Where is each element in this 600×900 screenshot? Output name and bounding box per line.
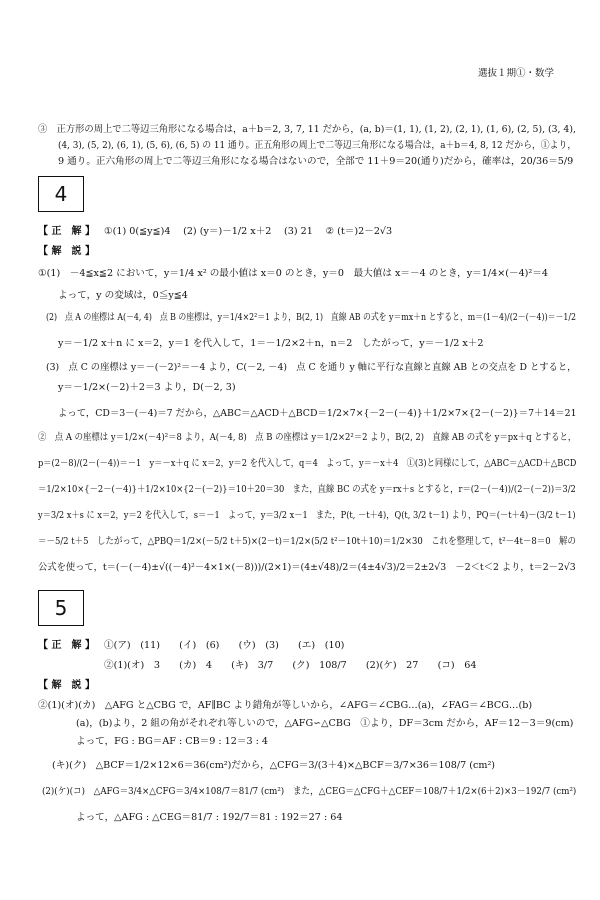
answer-tag: 【 正 解 】 <box>38 640 95 651</box>
explanation-line: y＝3/2 x＋s に x＝2，y＝2 を代入して，s＝－1 よって，y＝3/2 x－1 また，P(t, －t＋4)，Q(t, 3/2 t－1) より，PQ＝(－t＋4)－(3/2 t－1) <box>38 510 576 521</box>
explanation-tag: 【 解 説 】 <box>38 680 95 691</box>
explanation-tag: 【 解 説 】 <box>38 246 95 257</box>
answer-tag: 【 正 解 】 <box>38 226 95 237</box>
explanation-line: y＝－1/2 x＋n に x＝2，y＝1 を代入して，1＝－1/2×2＋n，n＝2 したがって，y＝－1/2 x＋2 <box>58 338 484 349</box>
explanation-line: よって，y の変域は，0≦y≦4 <box>58 290 188 301</box>
prev-line: ③ 正方形の周上で二等辺三角形になる場合は，a＋b＝2, 3, 7, 11 だから，(a, b)＝(1, 1), (1, 2), (2, 1), (1, 6), (2, 5), (3, 4), <box>38 124 576 135</box>
explanation-line: ＝－5/2 t＋5 したがって，△PBQ＝1/2×(－5/2 t＋5)×(2－t)＝1/2×(5/2 t²－10t＋10)＝1/2×30 これを整理して，t²－4t－8＝0 解の <box>38 536 577 547</box>
explanation-line: よって，△AFG : △CEG＝81/7 : 192/7＝81 : 192＝27 : 64 <box>76 812 343 823</box>
explanation-line: y＝－1/2×(－2)＋2＝3 より，D(－2, 3) <box>58 382 236 393</box>
explanation-line: ②(1)(オ)(カ) △AFG と△CBG で，AF∥BC より錯角が等しいから，∠AFG＝∠CBG…(a)，∠FAG＝∠BCG…(b) <box>38 700 533 711</box>
explanation-line: ＝1/2×10×{－2－(－4)}＋1/2×10×{2－(－2)}＝10＋20＝30 また，直線 BC の式を y＝rx＋s とすると，r＝(2－(－4))/(2－(－2))＝3/2 <box>38 484 576 495</box>
explanation-line: 公式を使って，t＝(－(－4)±√((－4)²－4×1×(－8)))/(2×1)＝(4±√48)/2＝(4±4√3)/2＝2±2√3 －2＜t＜2 より，t＝2－2√3 <box>38 562 576 573</box>
explanation-line: (2)(ケ)(コ) △AFG＝3/4×△CFG＝3/4×108/7＝81/7 (cm²) また，△CEG＝△CFG＋△CEF＝108/7＋1/2×(6＋2)×3－192/7 (cm²) <box>42 786 577 797</box>
explanation-line: よって，FG : BG＝AF : CB＝9 : 12＝3 : 4 <box>76 736 268 747</box>
answer-text: ②(1)(オ) 3 (カ) 4 (キ) 3/7 (ク) 108/7 (2)(ケ) 27 (コ) 64 <box>104 660 477 671</box>
answer-text: ①(1) 0(≦y≦)4 (2) (y＝)－1/2 x＋2 (3) 21 ② (t＝)2－2√3 <box>104 226 393 237</box>
explanation-line: (3) 点 C の座標は y＝－(－2)²＝－4 より，C(－2, －4) 点 C を通り y 軸に平行な直線と直線 AB との交点を D とすると， <box>46 362 577 373</box>
explanation-line: よって，CD＝3－(－4)＝7 だから，△ABC＝△ACD＋△BCD＝1/2×7×{－2－(－4)}＋1/2×7×{2－(－2)}＝7＋14＝21 <box>58 408 577 419</box>
explanation-line: (キ)(ク) △BCF＝1/2×12×6＝36(cm²)だから，△CFG＝3/(3＋4)×△BCF＝3/7×36＝108/7 (cm²) <box>52 760 496 771</box>
prev-line: 9 通り。正六角形の周上で二等辺三角形になる場合はないので，全部で 11＋9＝20(通り)だから，確率は，20/36＝5/9 <box>58 156 574 167</box>
page-header: 選抜１期①・数学 <box>477 68 554 79</box>
explanation-line: ② 点 A の座標は y＝1/2×(－4)²＝8 より，A(－4, 8) 点 B の座標は y＝1/2×2²＝2 より，B(2, 2) 直線 AB の式を y＝px＋q とすると， <box>38 432 577 443</box>
explanation-line: (2) 点 A の座標は A(－4, 4) 点 B の座標は，y＝1/4×2²＝1 より，B(2, 1) 直線 AB の式を y＝mx＋n とすると，m＝(1－4)/(2－(－4))＝－1/2 <box>46 312 576 323</box>
question-number-box: 4 <box>38 176 84 212</box>
answer-text: ①(ア) (11) (イ) (6) (ウ) (3) (エ) (10) <box>104 640 345 651</box>
question-number-box: 5 <box>38 590 84 626</box>
prev-line: (4, 3), (5, 2), (6, 1), (5, 6), (6, 5) の 11 通り。正五角形の周上で二等辺三角形になる場合は，a＋b＝4, 8, 12 だから，①より， <box>58 140 577 151</box>
explanation-line: (a)，(b)より，2 組の角がそれぞれ等しいので，△AFG∽△CBG ①より，DF＝3cm だから，AF＝12－3＝9(cm) <box>76 718 574 729</box>
explanation-line: p＝(2－8)/(2－(－4))＝－1 y＝－x＋q に x＝2，y＝2 を代入して，q＝4 よって，y＝－x＋4 ①(3)と同様にして，△ABC＝△ACD＋△BCD <box>38 458 577 469</box>
explanation-line: ①(1) －4≦x≦2 において，y＝1/4 x² の最小値は x＝0 のとき，y＝0 最大値は x＝－4 のとき，y＝1/4×(－4)²＝4 <box>38 268 548 279</box>
